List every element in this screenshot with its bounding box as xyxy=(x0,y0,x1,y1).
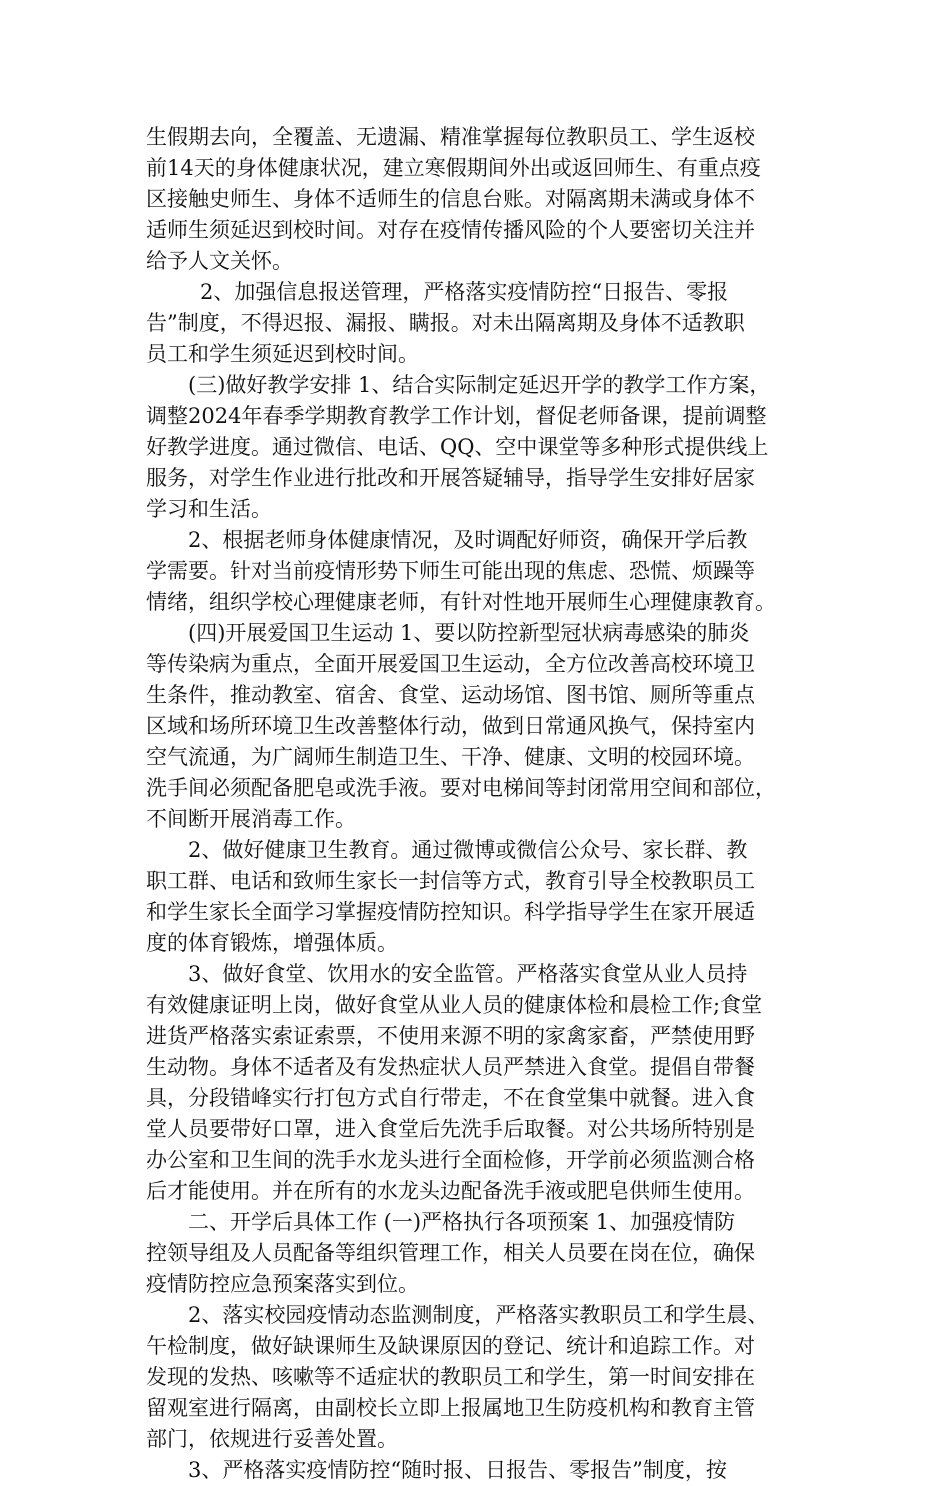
text-line: 发现的发热、咳嗽等不适症状的教职员工和学生，第一时间安排在 xyxy=(146,1365,755,1389)
paragraph-start-line: 2、落实校园疫情动态监测制度，严格落实教职员工和学生晨、 xyxy=(188,1303,769,1327)
paragraph-start-line: (四)开展爱国卫生运动 1、要以防控新型冠状病毒感染的肺炎 xyxy=(188,621,750,645)
text-line: 学习和生活。 xyxy=(146,497,272,521)
text-line: 调整2024年春季学期教育教学工作计划，督促老师备课，提前调整 xyxy=(146,404,767,428)
text-line: 服务，对学生作业进行批改和开展答疑辅导，指导学生安排好居家 xyxy=(146,466,755,490)
paragraph-start-line: 2、做好健康卫生教育。通过微博或微信公众号、家长群、教 xyxy=(188,838,748,862)
text-line: 好教学进度。通过微信、电话、QQ、空中课堂等多种形式提供线上 xyxy=(146,435,769,459)
text-line: 生假期去向，全覆盖、无遗漏、精准掌握每位教职员工、学生返校 xyxy=(146,125,755,149)
text-line: 适师生须延迟到校时间。对存在疫情传播风险的个人要密切关注并 xyxy=(146,218,755,242)
text-line: 进货严格落实索证索票，不使用来源不明的家禽家畜，严禁使用野 xyxy=(146,1024,755,1048)
text-line: 生动物。身体不适者及有发热症状人员严禁进入食堂。提倡自带餐 xyxy=(146,1055,755,1079)
text-line: 生条件，推动教室、宿舍、食堂、运动场馆、图书馆、厕所等重点 xyxy=(146,683,755,707)
text-line: 疫情防控应急预案落实到位。 xyxy=(146,1272,419,1296)
text-line: 告”制度，不得迟报、漏报、瞒报。对未出隔离期及身体不适教职 xyxy=(146,311,745,335)
paragraph-start-line: (三)做好教学安排 1、结合实际制定延迟开学的教学工作方案， xyxy=(188,373,771,397)
body-text xyxy=(146,122,806,1486)
text-line: 度的体育锻炼，增强体质。 xyxy=(146,931,398,955)
text-line: 部门，依规进行妥善处置。 xyxy=(146,1427,398,1451)
text-line: 学需要。针对当前疫情形势下师生可能出现的焦虑、恐慌、烦躁等 xyxy=(146,559,755,583)
paragraph-start-line: 3、严格落实疫情防控“随时报、日报告、零报告”制度，按 xyxy=(188,1458,727,1482)
text-line: 午检制度，做好缺课师生及缺课原因的登记、统计和追踪工作。对 xyxy=(146,1334,755,1358)
text-line: 不间断开展消毒工作。 xyxy=(146,807,356,831)
text-line: 空气流通，为广阔师生制造卫生、干净、健康、文明的校园环境。 xyxy=(146,745,755,769)
text-line: 办公室和卫生间的洗手水龙头进行全面检修，开学前必须监测合格 xyxy=(146,1148,755,1172)
text-line: 等传染病为重点，全面开展爱国卫生运动，全方位改善高校环境卫 xyxy=(146,652,755,676)
paragraph-start-line: 2、根据老师身体健康情况，及时调配好师资，确保开学后教 xyxy=(188,528,748,552)
text-line: 留观室进行隔离，由副校长立即上报属地卫生防疫机构和教育主管 xyxy=(146,1396,755,1420)
text-line: 控领导组及人员配备等组织管理工作，相关人员要在岗在位，确保 xyxy=(146,1241,755,1265)
text-line: 区接触史师生、身体不适师生的信息台账。对隔离期未满或身体不 xyxy=(146,187,755,211)
text-line: 给予人文关怀。 xyxy=(146,249,293,273)
text-line: 堂人员要带好口罩，进入食堂后先洗手后取餐。对公共场所特别是 xyxy=(146,1117,755,1141)
paragraph-start-line: 二、开学后具体工作 (一)严格执行各项预案 1、加强疫情防 xyxy=(188,1210,736,1234)
text-line: 具，分段错峰实行打包方式自行带走，不在食堂集中就餐。进入食 xyxy=(146,1086,755,1110)
paragraph-start-line: 3、做好食堂、饮用水的安全监管。严格落实食堂从业人员持 xyxy=(188,962,748,986)
text-line: 洗手间必须配备肥皂或洗手液。要对电梯间等封闭常用空间和部位， xyxy=(146,776,776,800)
text-line: 职工群、电话和致师生家长一封信等方式，教育引导全校教职员工 xyxy=(146,869,755,893)
text-line: 前14天的身体健康状况，建立寒假期间外出或返回师生、有重点疫 xyxy=(146,156,761,180)
text-line: 员工和学生须延迟到校时间。 xyxy=(146,342,419,366)
text-line: 后才能使用。并在所有的水龙头边配备洗手液或肥皂供师生使用。 xyxy=(146,1179,755,1203)
text-line: 情绪，组织学校心理健康老师，有针对性地开展师生心理健康教育。 xyxy=(146,590,776,614)
text-line: 有效健康证明上岗，做好食堂从业人员的健康体检和晨检工作;食堂 xyxy=(146,993,763,1017)
text-line: 区域和场所环境卫生改善整体行动，做到日常通风换气，保持室内 xyxy=(146,714,755,738)
paragraph-start-line: 2、加强信息报送管理，严格落实疫情防控“日报告、零报 xyxy=(200,280,729,304)
text-line: 和学生家长全面学习掌握疫情防控知识。科学指导学生在家开展适 xyxy=(146,900,755,924)
